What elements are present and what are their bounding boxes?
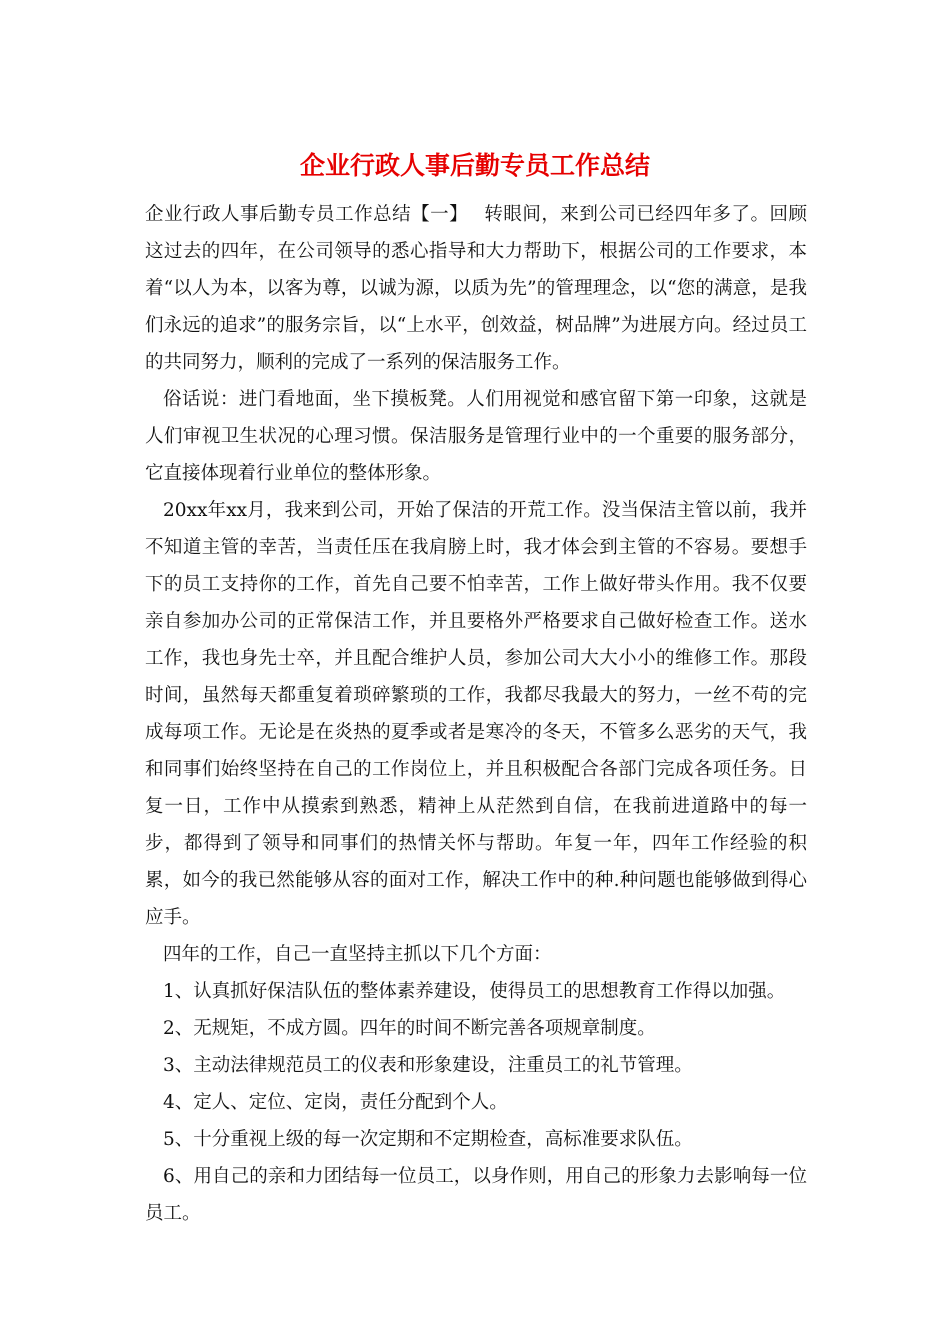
list-item-6: 6、用自己的亲和力团结每一位员工，以身作则，用自己的形象力去影响每一位员工。 <box>145 1166 807 1224</box>
list-item-5: 5、十分重视上级的每一次定期和不定期检查，高标准要求队伍。 <box>163 1129 693 1150</box>
list-item-3: 3、主动法律规范员工的仪表和形象建设，注重员工的礼节管理。 <box>163 1055 693 1076</box>
paragraph-intro: 企业行政人事后勤专员工作总结【一】 转眼间，来到公司已经四年多了。回顾这过去的四年，在公司领导的悉心指导和大力帮助下，根据公司的工作要求，本着“以人为本，以客为尊，以诚为源，以质为先”的管理理念，以“您的满意，是我们永远的追求”的服务宗旨，以“上水平，创效益，树品牌”为进展方向。经过员工的共同努力，顺利的完成了一系列的保洁服务工作。 <box>145 204 807 373</box>
list-item-1: 1、认真抓好保洁队伍的整体素养建设，使得员工的思想教育工作得以加强。 <box>163 981 786 1002</box>
document-body <box>145 196 807 1232</box>
list-item-4: 4、定人、定位、定岗，责任分配到个人。 <box>163 1092 508 1113</box>
paragraph-saying: 俗话说：进门看地面，坐下摸板凳。人们用视觉和感官留下第一印象，这就是人们审视卫生状况的心理习惯。保洁服务是管理行业中的一个重要的服务部分，它直接体现着行业单位的整体形象。 <box>145 389 807 484</box>
list-item-2: 2、无规矩，不成方圆。四年的时间不断完善各项规章制度。 <box>163 1018 656 1039</box>
paragraph-focus-intro: 四年的工作，自己一直坚持主抓以下几个方面： <box>163 944 552 965</box>
document-title: 企业行政人事后勤专员工作总结 <box>299 151 650 180</box>
paragraph-experience: 20xx年xx月，我来到公司，开始了保洁的开荒工作。没当保洁主管以前，我并不知道主管的幸苦，当责任压在我肩膀上时，我才体会到主管的不容易。要想手下的员工支持你的工作，首先自己要不怕幸苦，工作上做好带头作用。我不仅要亲自参加办公司的正常保洁工作，并且要格外严格要求自己做好检查工作。送水工作，我也身先士卒，并且配合维护人员，参加公司大大小小的维修工作。那段时间，虽然每天都重复着琐碎繁琐的工作，我都尽我最大的努力，一丝不苟的完成每项工作。无论是在炎热的夏季或者是寒冷的冬天，不管多么恶劣的天气，我和同事们始终坚持在自己的工作岗位上，并且积极配合各部门完成各项任务。日复一日，工作中从摸索到熟悉，精神上从茫然到自信，在我前进道路中的每一步，都得到了领导和同事们的热情关怀与帮助。年复一年，四年工作经验的积累，如今的我已然能够从容的面对工作，解决工作中的种.种问题也能够做到得心应手。 <box>145 500 807 928</box>
